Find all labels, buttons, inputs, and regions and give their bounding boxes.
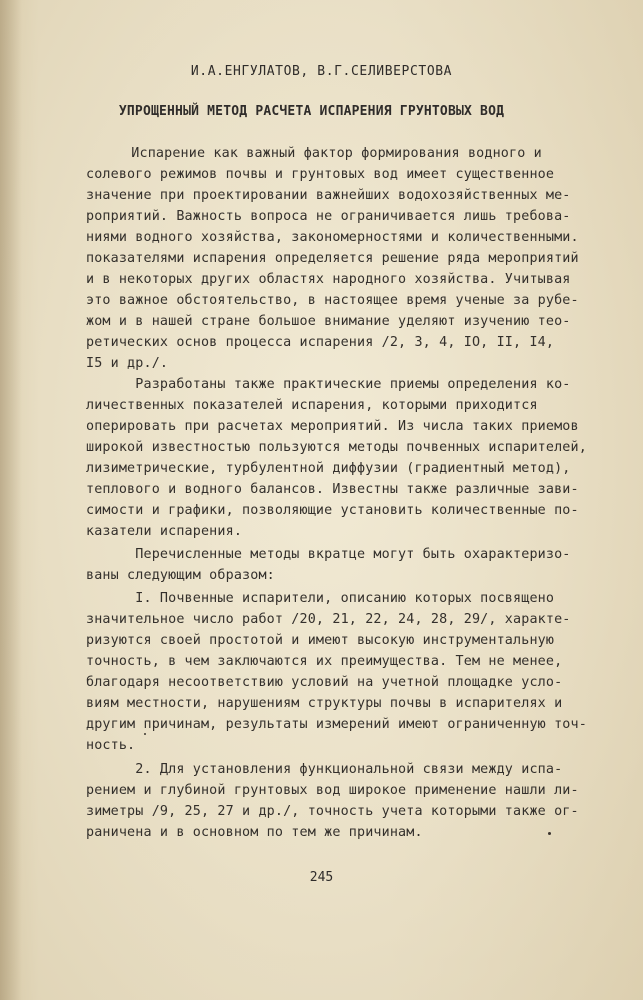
text-line: другим причинам, результаты измерений имеют ограниченную точ- (86, 717, 587, 732)
text-line: казатели испарения. (86, 524, 243, 539)
text-line: Испарение как важный фактор формирования водного и (82, 146, 542, 161)
text-line: широкой известностью пользуются методы почвенных испарителей, (86, 440, 587, 455)
spine-shadow (0, 0, 22, 1000)
text-line: симости и графики, позволяющие установить количественные по- (86, 503, 579, 518)
text-line: виям местности, нарушениям структуры почвы в испарителях и (86, 696, 563, 711)
text-line: 2. Для установления функциональной связи между испа- (86, 762, 563, 777)
text-line: благодаря несоответствию условий на учетной площадке усло- (86, 675, 563, 690)
text-line: оперировать при расчетах мероприятий. Из числа таких приемов (86, 419, 579, 434)
page-number: 245 (309, 870, 334, 885)
text-line: I. Почвенные испарители, описанию которых посвящено (86, 591, 555, 606)
text-line: зиметры /9, 25, 27 и др./, точность учета которыми также ог- (86, 804, 579, 819)
text-line: ретических основ процесса испарения /2, 3, 4, IO, II, I4, (86, 335, 555, 350)
text-line: точность, в чем заключаются их преимущества. Тем не менее, (86, 654, 563, 669)
text-line: жом и в нашей стране большое внимание уделяют изучению тео- (86, 314, 571, 329)
text-line: это важное обстоятельство, в настоящее время ученые за рубе- (86, 293, 579, 308)
text-line: значение при проектировании важнейших водохозяйственных ме- (86, 188, 571, 203)
text-line: солевого режимов почвы и грунтовых вод имеет существенное (86, 167, 555, 182)
text-line: личественных показателей испарения, которыми приходится (86, 398, 538, 413)
text-line: показателями испарения определяется решение ряда мероприятий (86, 251, 579, 266)
text-line: I5 и др./. (86, 356, 169, 371)
ink-speck (144, 733, 146, 735)
text-line: раничена и в основном по тем же причинам. (86, 825, 423, 840)
text-line: Перечисленные методы вкратце могут быть охарактеризо- (86, 547, 571, 562)
article-title: УПРОЩЕННЫЙ МЕТОД РАСЧЕТА ИСПАРЕНИЯ ГРУНТОВЫХ ВОД (118, 104, 505, 119)
text-line: рением и глубиной грунтовых вод широкое применение нашли ли- (86, 783, 579, 798)
text-line: значительное число работ /20, 21, 22, 24, 28, 29/, характе- (86, 612, 571, 627)
text-line: лизиметрические, турбулентной диффузии (градиентный метод), (86, 461, 571, 476)
text-line: ризуются своей простотой и имеют высокую инструментальную (86, 633, 555, 648)
text-line: теплового и водного балансов. Известны также различные зави- (86, 482, 579, 497)
text-line: Разработаны также практические приемы определения ко- (86, 377, 571, 392)
text-line: ность. (86, 738, 136, 753)
text-line: роприятий. Важность вопроса не ограничивается лишь требова- (86, 209, 571, 224)
text-line: ваны следующим образом: (86, 568, 275, 583)
text-line: ниями водного хозяйства, закономерностями и количественными. (86, 230, 579, 245)
authors: И.А.ЕНГУЛАТОВ, В.Г.СЕЛИВЕРСТОВА (190, 64, 453, 79)
text-line: и в некоторых других областях народного хозяйства. Учитывая (86, 272, 571, 287)
ink-speck (548, 832, 551, 835)
